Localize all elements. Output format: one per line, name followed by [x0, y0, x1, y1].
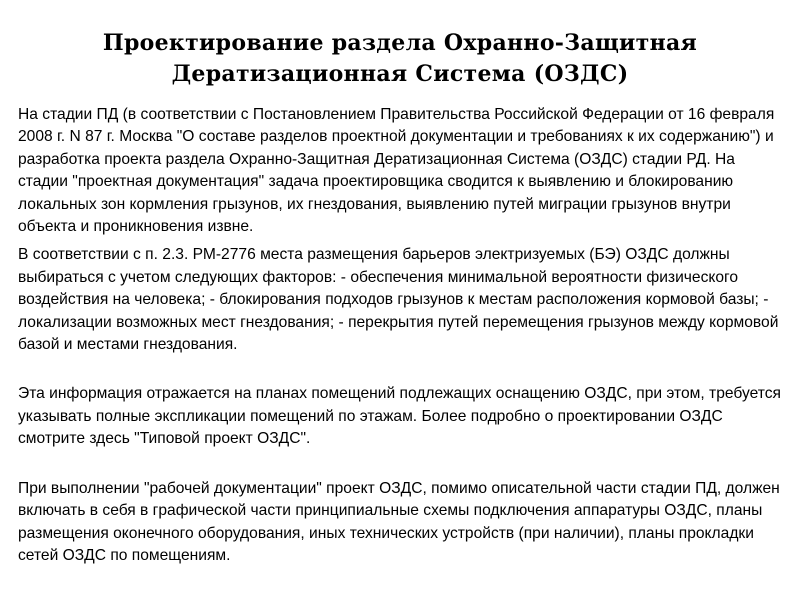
paragraph-working-documentation: При выполнении "рабочей документации" проект ОЗДС, помимо описательной части стадии ПД, должен включать в себя в графической части принципиальные схемы подключения аппаратуры ОЗДС, планы размещения оконечного оборудования, иных технических устройств (при наличии), планы прокладки сетей ОЗДС по помещениям.: [18, 479, 780, 564]
paragraph-stage-pd: На стадии ПД (в соответствии с Постановлением Правительства Российской Федерации от 16 февраля 2008 г. N 87 г. Москва "О составе разделов проектной документации и требованиях к их содержанию") и разработка проекта раздела Охранно-Защитная Дератизационная Система (ОЗДС) стадии РД. На стадии "проектная документация" задача проектировщика сводится к выявлению и блокированию локальных зон кормления грызунов, их гнездования, выявлению путей миграции грызунов внутри объекта и проникновения извне.: [18, 106, 775, 236]
paragraph-barrier-placement: В соответствии с п. 2.3. РМ-2776 места размещения барьеров электризуемых (БЭ) ОЗДС должны выбираться с учетом следующих факторов: - обеспечения минимальной вероятности физического воздействия на человека; - блокирования подходов грызунов к местам расположения кормовой базы; - локализации возможных мест гнездования; - перекрытия путей перемещения грызунов между кормовой базой и местами гнездования.: [18, 246, 779, 354]
slide-title: [40, 28, 760, 90]
paragraph-room-plans: Эта информация отражается на планах помещений подлежащих оснащению ОЗДС, при этом, требуется указывать полные экспликации помещений по этажам. Более подробно о проектировании ОЗДС смотрите здесь "Типовой проект ОЗДС".: [18, 385, 781, 448]
slide-title-line-1: Проектирование раздела Охранно-Защитная: [102, 30, 698, 56]
slide-title-line-2: Дератизационная Система (ОЗДС): [171, 61, 629, 87]
slide-body: [18, 104, 788, 567]
